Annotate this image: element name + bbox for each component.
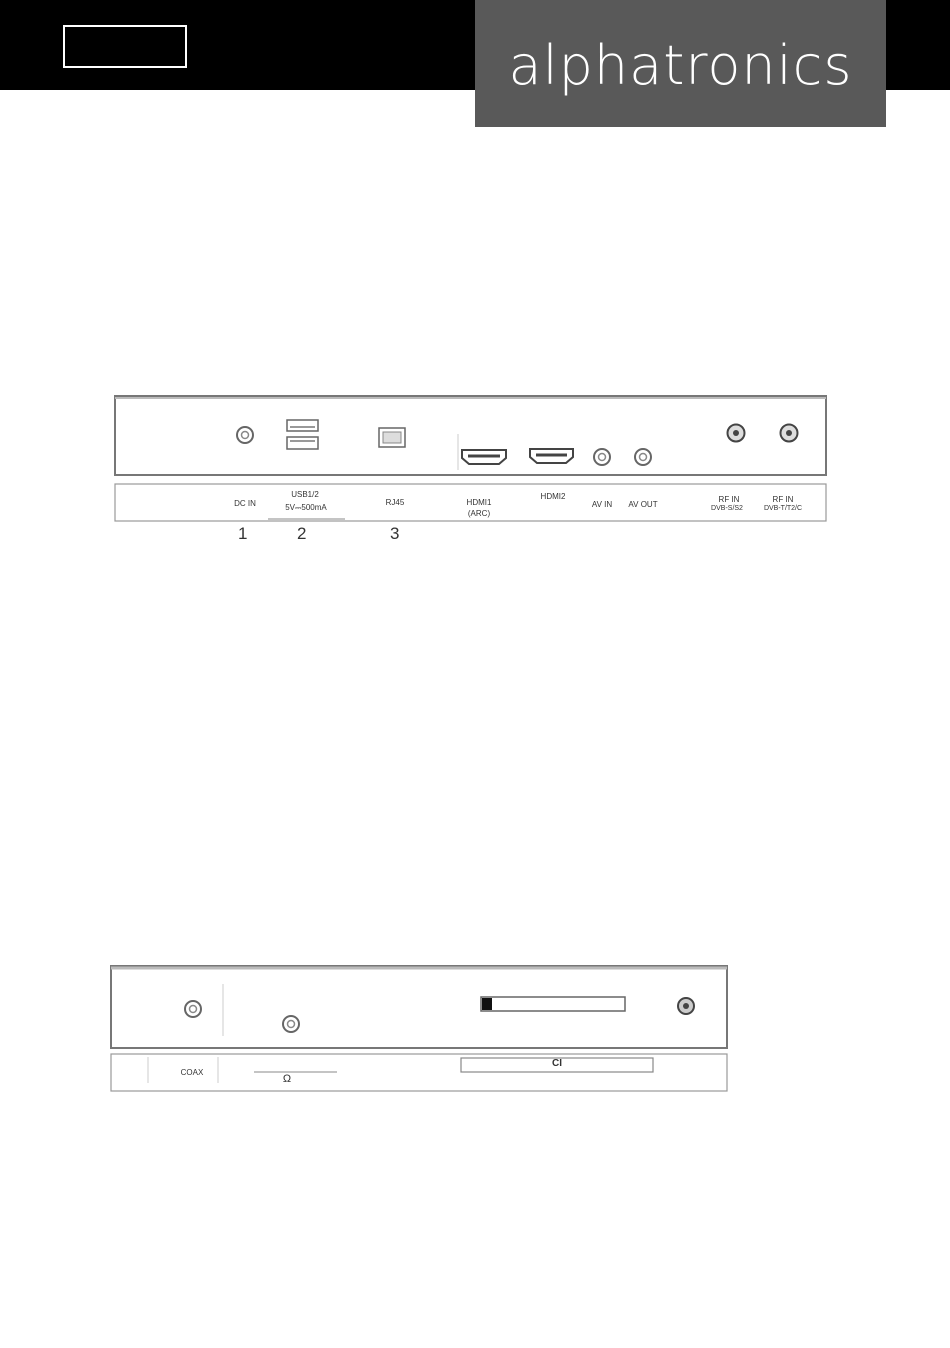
- port-label-av-in: AV IN: [591, 500, 613, 509]
- brand-name: alphatronics: [508, 34, 853, 97]
- language-tab: [63, 25, 187, 68]
- headphone-jack-icon: [283, 1016, 299, 1032]
- port-label-hdmi1: HDMI1: [466, 498, 492, 507]
- port-label-rf-in-sat: RF IN: [718, 495, 740, 504]
- side-connector-panel: [109, 962, 729, 1094]
- hdmi-port-icon: [530, 449, 573, 463]
- callout-number: 3: [390, 524, 400, 543]
- port-label-coax: COAX: [180, 1068, 204, 1077]
- ci-slot-icon: [481, 997, 625, 1011]
- coax-connector-icon: [781, 425, 798, 442]
- port-label-hdmi1-arc: (ARC): [467, 509, 491, 518]
- round-jack-icon: [185, 1001, 201, 1017]
- port-label-usb-rating: 5V⎓500mA: [285, 503, 327, 512]
- brand-logo: [475, 0, 886, 127]
- coax-connector-icon: [678, 998, 694, 1014]
- port-label-rf-in-ter: RF IN: [772, 495, 794, 504]
- port-label-dc-in: DC IN: [234, 499, 256, 508]
- port-label-hdmi2: HDMI2: [540, 492, 566, 501]
- rear-panel-drawing: [113, 394, 828, 544]
- port-label-ci: CI: [552, 1058, 562, 1069]
- port-label-rf-in-ter-std: DVB-T/T2/C: [763, 505, 803, 512]
- round-jack-icon: [594, 449, 610, 465]
- round-jack-icon: [635, 449, 651, 465]
- rear-connector-panel: [113, 394, 828, 544]
- port-label-av-out: AV OUT: [628, 500, 658, 509]
- port-label-rf-in-sat-std: DVB-S/S2: [711, 505, 743, 512]
- coax-connector-icon: [728, 425, 745, 442]
- round-jack-icon: [237, 427, 253, 443]
- headphone-icon: Ω: [282, 1073, 292, 1085]
- callout-number: 2: [297, 524, 307, 543]
- port-label-rj45: RJ45: [385, 498, 405, 507]
- ethernet-port-icon: [379, 428, 405, 447]
- port-label-usb: USB1/2: [291, 490, 319, 499]
- callout-number: 1: [238, 524, 248, 543]
- hdmi-port-icon: [462, 450, 506, 464]
